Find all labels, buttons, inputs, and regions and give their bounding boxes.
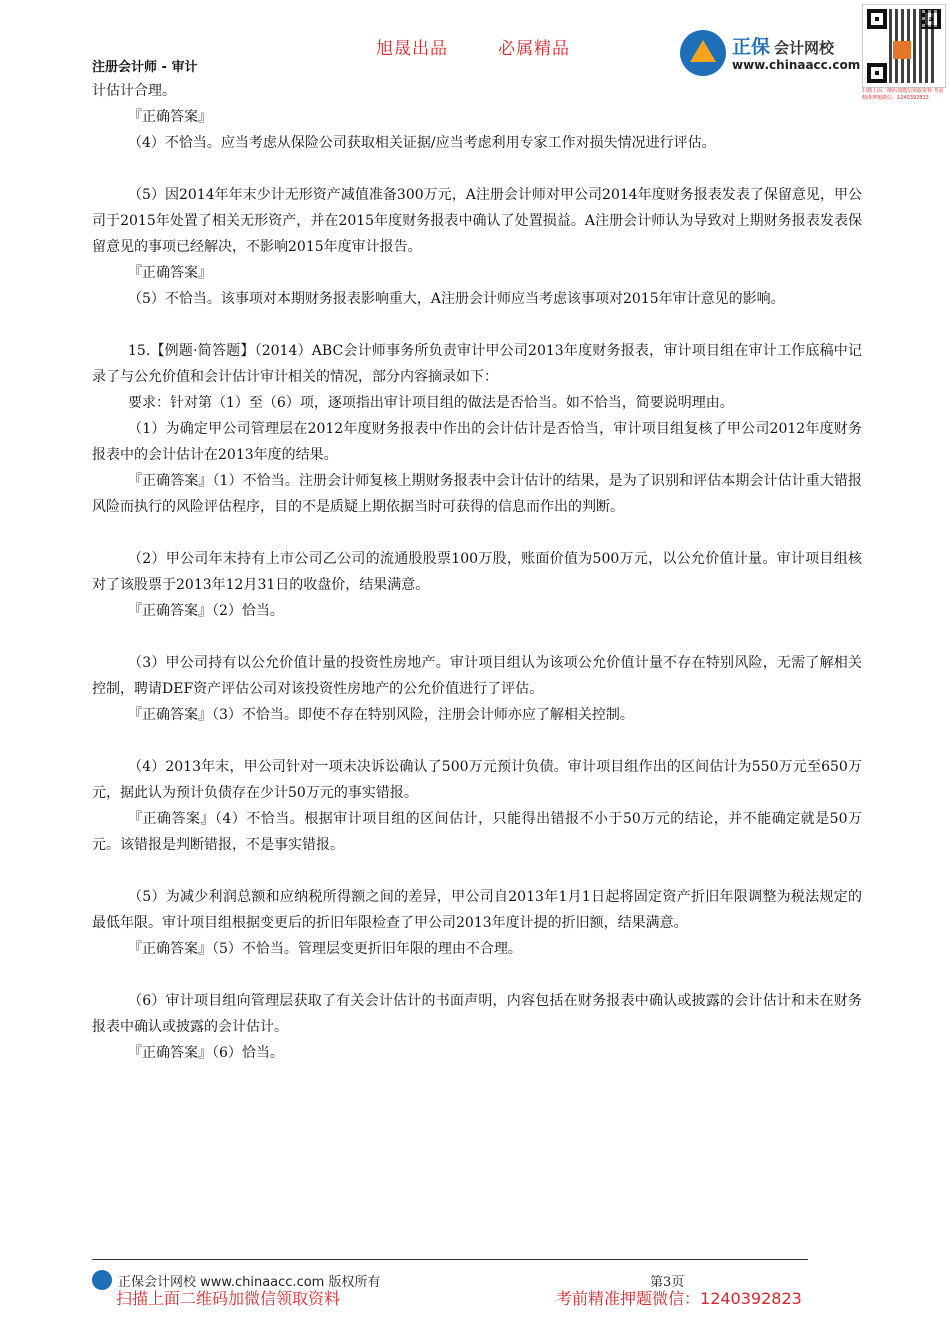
footer-promo-right [556,1286,802,1309]
paragraph: （5）因2014年年末少计无形资产减值准备300万元，A注册会计师对甲公司2014年度财务报表发表了保留意见，甲公司于2015年处置了相关无形资产，并在2015年度财务报表中确认了处置损益。A注册会计师认为导致对上期财务报表发表保留意见的事项已经解决，不影响2015年度审计报告。 [92,187,862,255]
logo-brand-sub: 会计网校 [774,39,835,57]
paragraph: 『正确答案』（2）恰当。 [128,603,284,619]
paragraph: 『正确答案』（5）不恰当。管理层变更折旧年限的理由不合理。 [128,941,522,957]
paragraph: 『正确答案』（3）不恰当。即使不存在特别风险，注册会计师亦应了解相关控制。 [128,707,634,723]
paragraph: （2）甲公司年末持有上市公司乙公司的流通股股票100万股，账面价值为500万元，以公允价值计量。审计项目组核对了该股票于2013年12月31日的收盘价，结果满意。 [92,551,862,593]
answer-label: 『正确答案』 [128,265,212,281]
qr-code-icon [862,4,946,88]
paragraph: 『正确答案』（4）不恰当。根据审计项目组的区间估计，只能得出错报不小于50万元的结论，并不能确定就是50万元。该错报是判断错报，不是事实错报。 [92,811,862,853]
paragraph: 『正确答案』（1）不恰当。注册会计师复核上期财务报表中会计估计的结果，是为了识别和评估本期会计估计重大错报风险而执行的风险评估程序，目的不是质疑上期依据当时可获得的信息而作出的判断。 [92,473,862,515]
header-promo-left: 旭晟出品 [376,39,448,59]
answer-label: 『正确答案』 [128,109,212,125]
paragraph: （4）2013年末，甲公司针对一项未决诉讼确认了500万元预计负债。审计项目组作出的区间估计为550万元至650万元，据此认为预计负债存在少计50万元的事实错报。 [92,759,862,801]
paragraph: （5）不恰当。该事项对本期财务报表影响重大，A注册会计师应当考虑该事项对2015年审计意见的影响。 [128,291,785,307]
paragraph: （3）甲公司持有以公允价值计量的投资性房地产。审计项目组认为该项公允价值计量不存在特别风险，无需了解相关控制，聘请DEF资产评估公司对该投资性房地产的公允价值进行了评估。 [92,655,862,697]
logo-brand: 正保 [732,36,771,58]
footer-promo-label: 考前精准押题微信： [556,1289,701,1308]
paragraph: （6）审计项目组向管理层获取了有关会计估计的书面声明，内容包括在财务报表中确认或披露的会计估计和未在财务报表中确认或披露的会计估计。 [92,993,862,1035]
footer-copyright: 正保会计网校 www.chinaacc.com 版权所有 [118,1275,381,1290]
footer-promo-left: 扫描上面二维码加微信领取资料 [116,1289,341,1308]
paragraph: 计估计合理。 [92,83,176,99]
logo-mark-icon [680,30,726,76]
wechat-id: 1240392823 [700,1289,802,1308]
question-heading: 15.【例题·简答题】（2014）ABC会计师事务所负责审计甲公司2013年度财务报表，审计项目组在审计工作底稿中记录了与公允价值和会计估计审计相关的情况，部分内容摘录如下： [92,343,862,385]
paragraph: （4）不恰当。应当考虑从保险公司获取相关证据/应当考虑利用专家工作对损失情况进行评估。 [128,135,716,151]
qr-caption: 扫描上面二维码加微信领取资料 考前精准押题微信：1240392823 [862,88,944,101]
document-body [92,78,862,1066]
header-promo-right: 必属精品 [498,39,570,59]
chinaacc-logo [680,28,860,84]
paragraph: 『正确答案』（6）恰当。 [128,1045,284,1061]
paragraph: 要求：针对第（1）至（6）项，逐项指出审计项目组的做法是否恰当。如不恰当，简要说明理由。 [128,395,734,411]
footer-divider [92,1259,808,1260]
subject-title: 注册会计师 - 审计 [92,60,198,75]
footer-logo-icon [92,1270,112,1290]
page-number: 第3页 [650,1275,685,1290]
paragraph: （5）为减少利润总额和应纳税所得额之间的差异，甲公司自2013年1月1日起将固定资产折旧年限调整为税法规定的最低年限。审计项目组根据变更后的折旧年限检查了甲公司2013年度计提的折旧额，结果满意。 [92,889,862,931]
paragraph: （1）为确定甲公司管理层在2012年度财务报表中作出的会计估计是否恰当，审计项目组复核了甲公司2012年度财务报表中的会计估计在2013年度的结果。 [92,421,862,463]
logo-url: www.chinaacc.com [732,58,861,72]
